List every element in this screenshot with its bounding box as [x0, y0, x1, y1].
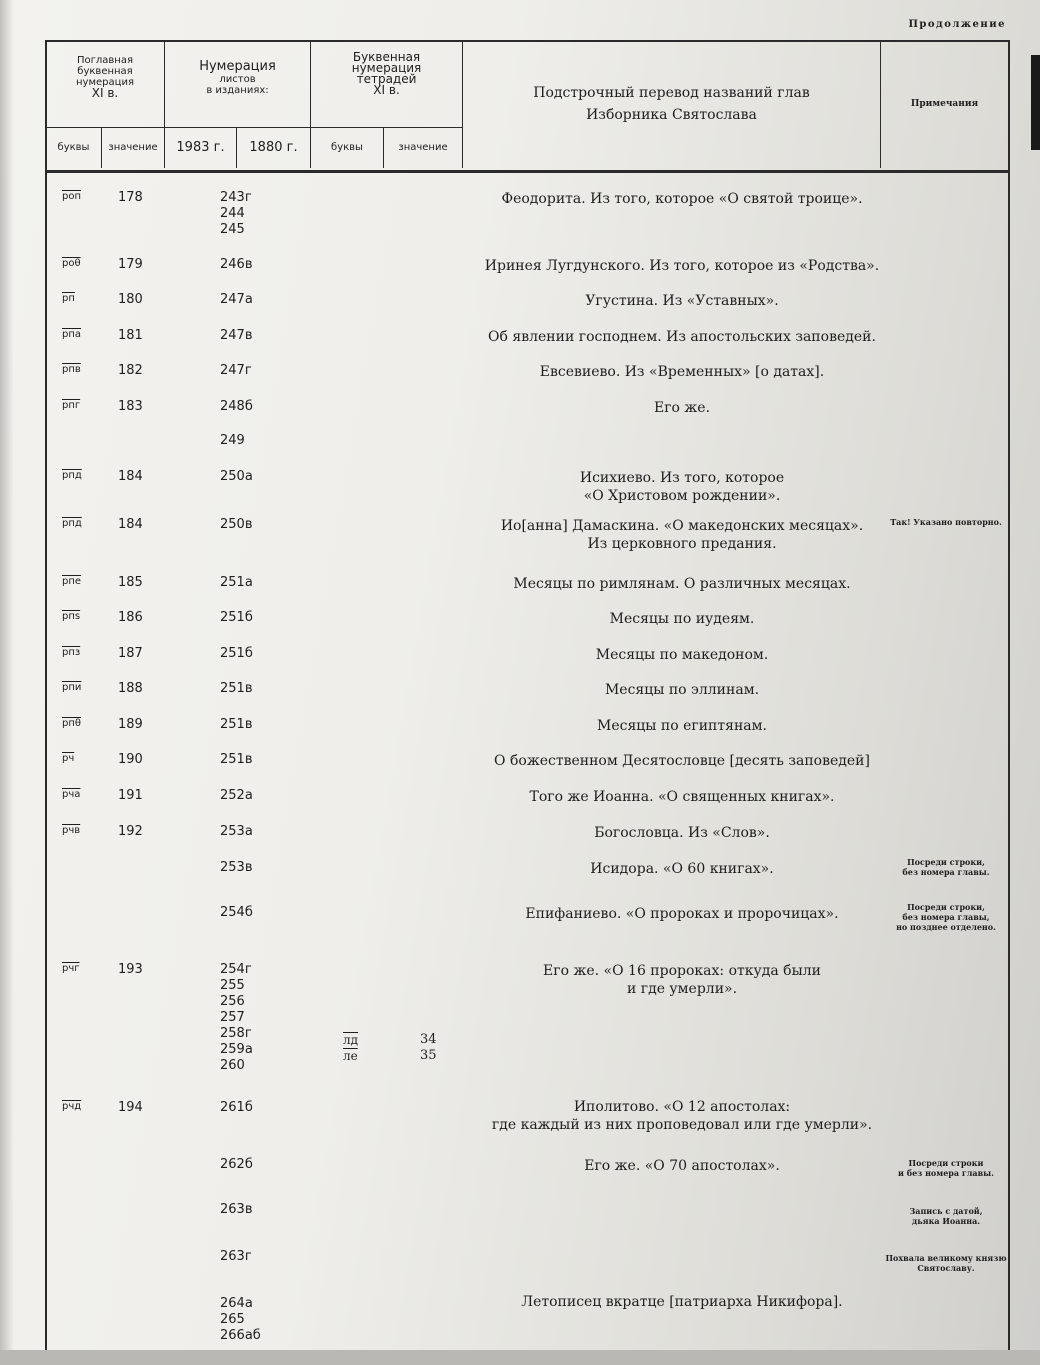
chapter-title: Летописец вкратце [патриарха Никифора].	[521, 1294, 843, 1310]
page-gutter-shadow	[0, 0, 14, 1365]
chapter-title: Его же.	[653, 400, 711, 416]
chapter-letter: рпа	[62, 329, 82, 340]
leaf-numbers: 263г	[220, 1249, 252, 1264]
header-notes: Примечания	[910, 99, 979, 109]
subheader-1983: 1983 г.	[176, 140, 225, 155]
chapter-note: Так! Указано повторно.	[890, 517, 1002, 527]
chapter-title: Исидора. «О 60 книгах».	[590, 861, 774, 877]
leaf-numbers: 243г 244 245	[220, 190, 252, 237]
chapter-title: Месяцы по римлянам. О различных месяцах.	[513, 576, 851, 592]
leaf-numbers: 264а 265 266аб	[220, 1296, 261, 1343]
subheader-tetrad-letters: буквы	[331, 142, 363, 153]
subheader-value: значение	[108, 142, 158, 153]
chapter-title: Месяцы по эллинам.	[604, 682, 760, 698]
chapter-note: Похвала великому князю Святославу.	[885, 1253, 1007, 1273]
chapter-title: Иполитово. «О 12 апостолах: где каждый из них проповедовал или где умерли».	[491, 1099, 873, 1133]
leaf-numbers: 263в	[220, 1202, 253, 1217]
header-bottom-rule	[45, 170, 1010, 173]
chapter-title: О божественном Десятословце [десять заповедей]	[494, 753, 870, 769]
chapter-number: 179	[118, 257, 143, 272]
leaf-numbers: 251в	[220, 752, 253, 767]
chapter-letter: рпи	[62, 682, 82, 693]
right-frame-rule	[1008, 40, 1010, 1350]
chapter-letter: рпв	[62, 364, 81, 375]
sub-rule-3	[310, 127, 462, 128]
leaf-numbers: 254б	[220, 905, 253, 920]
chapter-title: Его же. «О 16 пророках: откуда были и где умерли».	[543, 963, 821, 997]
leaf-numbers: 254г 255 256 257 258г 259а 260	[220, 962, 253, 1073]
leaf-numbers: 251в	[220, 717, 253, 732]
chapter-number: 189	[118, 717, 143, 732]
chapter-letter: рпз	[62, 647, 81, 658]
binding-edge	[1031, 55, 1040, 150]
header-top-rule	[45, 40, 1010, 42]
header-col2: Нумерация листов в изданиях:	[199, 59, 276, 96]
header-col3: Буквенная нумерация тетрадей XI в.	[351, 50, 422, 97]
subheader-tetrad-value: значение	[398, 142, 448, 153]
chapter-note: Запись с датой, дьяка Иоанна.	[909, 1206, 983, 1226]
chapter-title: Феодорита. Из того, которое «О святой троице».	[501, 191, 863, 207]
tetrad-letters: лд ле	[343, 1033, 359, 1063]
chapter-title: Исихиево. Из того, которое «О Христовом рождении».	[579, 470, 785, 504]
tetrad-values: 34 35	[420, 1032, 437, 1063]
subheader-letters: буквы	[57, 142, 90, 153]
sub-rule-2	[164, 127, 310, 128]
chapter-letter: рчг	[62, 963, 80, 974]
chapter-number: 194	[118, 1100, 143, 1115]
left-frame-rule	[45, 40, 47, 1350]
leaf-numbers: 249	[220, 433, 245, 448]
leaf-numbers: 251б	[220, 610, 253, 625]
leaf-numbers: 253а	[220, 824, 253, 839]
chapter-letter: рпд	[62, 470, 82, 481]
leaf-numbers: 253в	[220, 860, 253, 875]
chapter-title: Месяцы по иудеям.	[609, 611, 755, 627]
leaf-numbers: 248б	[220, 399, 253, 414]
leaf-numbers: 247в	[220, 328, 253, 343]
chapter-title: Об явлении господнем. Из апостольских заповедей.	[488, 329, 876, 345]
chapter-number: 183	[118, 399, 143, 414]
chapter-letter: рпе	[62, 576, 82, 587]
chapter-title: Месяцы по македоном.	[595, 647, 769, 663]
header-title: Подстрочный перевод названий глав Изборника Святослава	[533, 85, 810, 123]
leaf-numbers: 251в	[220, 681, 253, 696]
chapter-number: 192	[118, 824, 143, 839]
chapter-letter: роθ	[62, 258, 81, 269]
chapter-letter: рпθ	[62, 718, 82, 729]
leaf-numbers: 252а	[220, 788, 253, 803]
leaf-numbers: 247а	[220, 292, 253, 307]
sub-rule-1	[45, 127, 164, 128]
chapter-letter: рчв	[62, 825, 81, 836]
chapter-number: 190	[118, 752, 143, 767]
continued-label: Продолжение	[908, 19, 1006, 30]
chapter-title: Иринея Лугдунского. Из того, которое из «Родства».	[484, 258, 880, 274]
chapter-number: 178	[118, 190, 143, 205]
chapter-number: 187	[118, 646, 143, 661]
chapter-letter: рч	[62, 753, 75, 764]
chapter-number: 186	[118, 610, 143, 625]
chapter-title: Ио[анна] Дамаскина. «О македонских месяцах». Из церковного предания.	[500, 518, 864, 552]
chapter-title: Евсевиево. Из «Временных» [о датах].	[539, 364, 825, 380]
chapter-title: Епифаниево. «О пророках и пророчицах».	[525, 906, 839, 922]
chapter-number: 181	[118, 328, 143, 343]
leaf-numbers: 251б	[220, 646, 253, 661]
leaf-numbers: 251а	[220, 575, 253, 590]
leaf-numbers: 262б	[220, 1157, 253, 1172]
leaf-numbers: 250в	[220, 517, 253, 532]
chapter-letter: роп	[62, 191, 82, 202]
chapter-number: 188	[118, 681, 143, 696]
chapter-title: Того же Иоанна. «О священных книгах».	[529, 789, 835, 805]
leaf-numbers: 246в	[220, 257, 253, 272]
chapter-title: Месяцы по египтянам.	[597, 718, 767, 734]
chapter-note: Посреди строки, без номера главы.	[902, 857, 990, 877]
leaf-numbers: 247г	[220, 363, 252, 378]
chapter-note: Посреди строки, без номера главы, но позднее отделено.	[896, 902, 996, 932]
chapter-number: 182	[118, 363, 143, 378]
chapter-letter: рча	[62, 789, 81, 800]
chapter-letter: рпд	[62, 518, 82, 529]
scan-bottom-edge	[0, 1350, 1040, 1365]
chapter-number: 180	[118, 292, 143, 307]
chapter-letter: рпѕ	[62, 611, 81, 622]
chapter-number: 191	[118, 788, 143, 803]
chapter-title: Богословца. Из «Слов».	[594, 825, 770, 841]
header-col1: Поглавная буквенная нумерация XI в.	[76, 55, 134, 100]
chapter-letter: рчд	[62, 1101, 82, 1112]
subheader-1880: 1880 г.	[249, 140, 298, 155]
leaf-numbers: 250а	[220, 469, 253, 484]
chapter-letter: рпг	[62, 400, 81, 411]
chapter-number: 184	[118, 469, 143, 484]
chapter-number: 185	[118, 575, 143, 590]
chapter-note: Посреди строки и без номера главы.	[898, 1158, 994, 1178]
leaf-numbers: 261б	[220, 1100, 253, 1115]
chapter-letter: рп	[62, 293, 75, 304]
chapter-title: Угустина. Из «Уставных».	[585, 293, 779, 309]
chapter-number: 184	[118, 517, 143, 532]
chapter-title: Его же. «О 70 апостолах».	[584, 1158, 780, 1174]
chapter-number: 193	[118, 962, 143, 977]
